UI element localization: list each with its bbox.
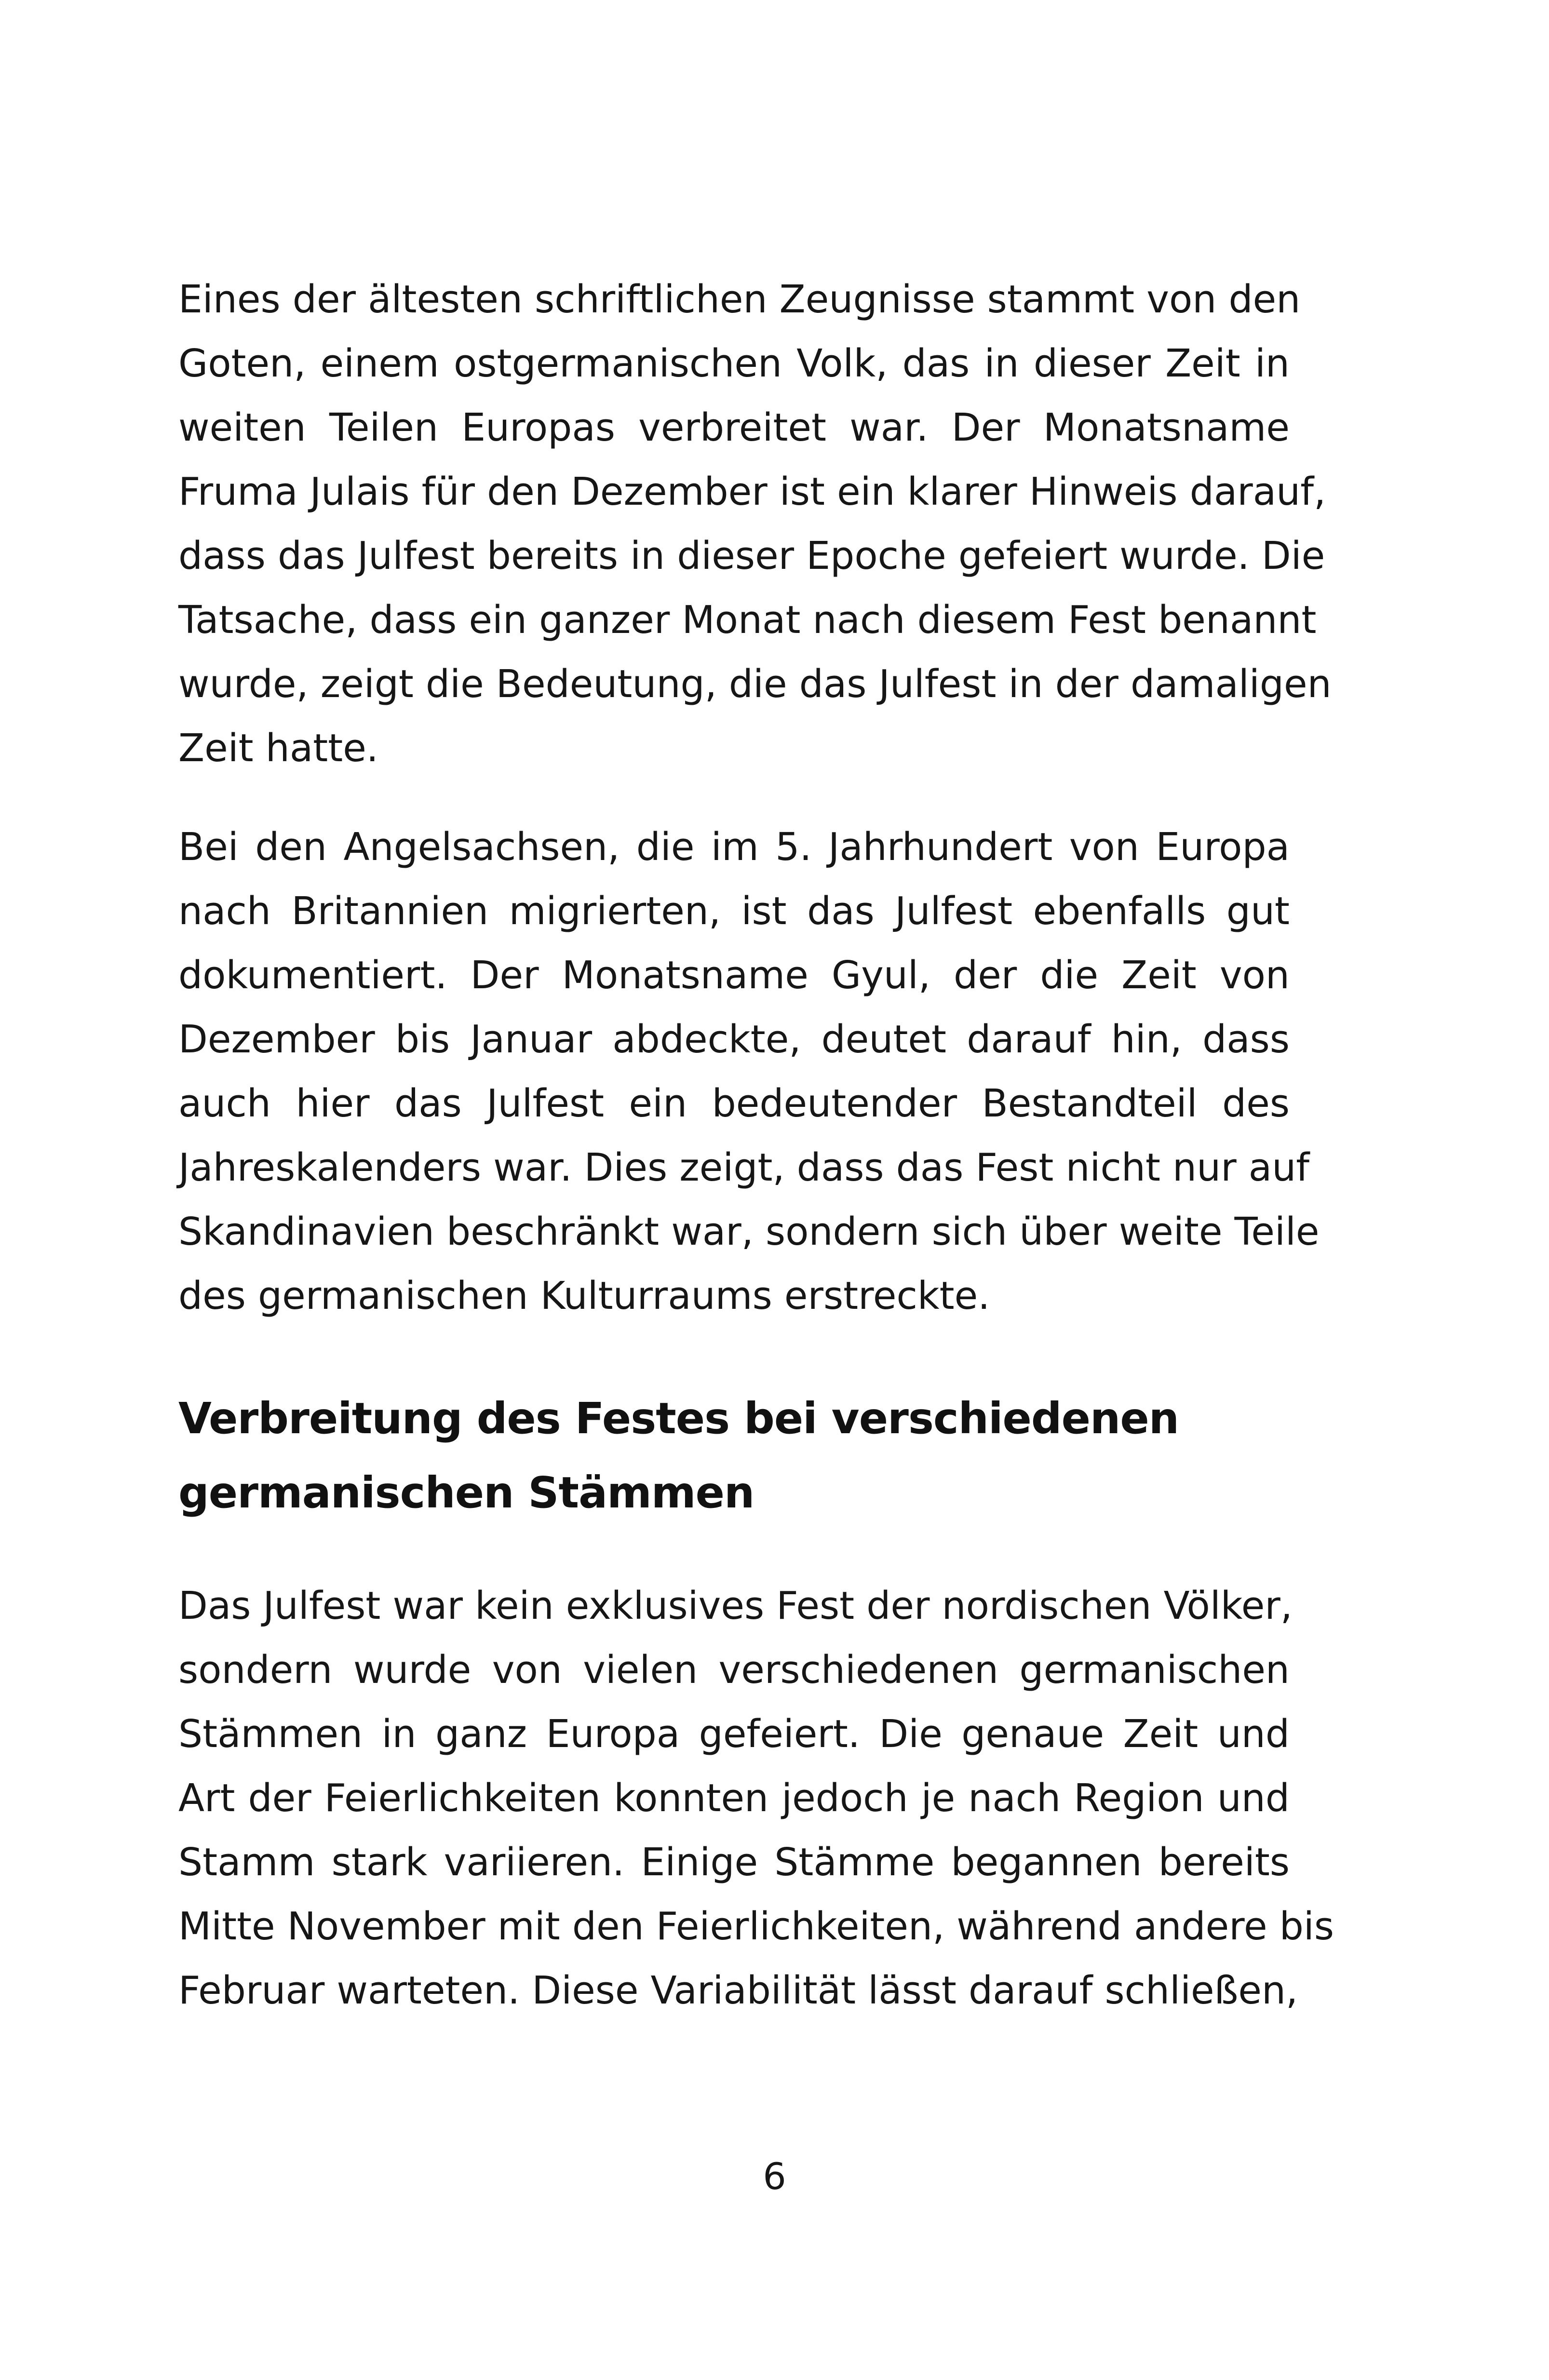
text-line: dokumentiert. Der Monatsname Gyul, der die Zeit von <box>178 953 1290 997</box>
page-content <box>178 268 1334 2023</box>
paragraph-spacer <box>178 780 1290 815</box>
text-line: Art der Feierlichkeiten konnten jedoch je nach Region und <box>178 1776 1290 1820</box>
text-line: Stamm stark variieren. Einige Stämme begannen bereits <box>178 1840 1290 1884</box>
text-line: Goten, einem ostgermanischen Volk, das in dieser Zeit in <box>178 341 1290 386</box>
heading-spacer <box>178 1328 1290 1381</box>
text-line: Fruma Julais für den Dezember ist ein klarer Hinweis darauf, <box>178 470 1326 514</box>
text-line: nach Britannien migrierten, ist das Julfest ebenfalls gut <box>178 889 1290 933</box>
paragraph-angelsachsen <box>178 815 1320 1328</box>
text-line: Bei den Angelsachsen, die im 5. Jahrhundert von Europa <box>178 825 1290 869</box>
text-line: Mitte November mit den Feierlichkeiten, während andere bis <box>178 1904 1334 1949</box>
text-line: weiten Teilen Europas verbreitet war. Der Monatsname <box>178 405 1290 450</box>
page-number: 6 <box>763 2155 786 2198</box>
text-line: Stämmen in ganz Europa gefeiert. Die genaue Zeit und <box>178 1712 1290 1756</box>
heading-spacer <box>178 1530 1290 1574</box>
heading-line: germanischen Stämmen <box>178 1467 754 1518</box>
text-line: dass das Julfest bereits in dieser Epoche gefeiert wurde. Die <box>178 534 1325 578</box>
text-line: Eines der ältesten schriftlichen Zeugnisse stammt von den <box>178 277 1301 322</box>
text-line: des germanischen Kulturraums erstreckte. <box>178 1274 990 1318</box>
text-line: Februar warteten. Diese Variabilität lässt darauf schließen, <box>178 1968 1298 2013</box>
text-line: Das Julfest war kein exklusives Fest der nordischen Völker, <box>178 1584 1293 1628</box>
text-line: Zeit hatte. <box>178 726 378 770</box>
text-line: Skandinavien beschränkt war, sondern sich über weite Teile <box>178 1210 1320 1254</box>
text-line: Tatsache, dass ein ganzer Monat nach diesem Fest benannt <box>178 598 1317 642</box>
heading-line: Verbreitung des Festes bei verschiedenen <box>178 1393 1179 1443</box>
paragraph-verbreitung <box>178 1574 1334 2023</box>
text-line: Dezember bis Januar abdeckte, deutet darauf hin, dass <box>178 1017 1290 1062</box>
text-line: wurde, zeigt die Bedeutung, die das Julfest in der damaligen <box>178 662 1332 706</box>
text-line: auch hier das Julfest ein bedeutender Bestandteil des <box>178 1081 1290 1126</box>
text-line: Jahreskalenders war. Dies zeigt, dass das Fest nicht nur auf <box>178 1145 1310 1190</box>
section-heading <box>178 1381 1290 1530</box>
text-line: sondern wurde von vielen verschiedenen germanischen <box>178 1648 1290 1692</box>
paragraph-goten <box>178 268 1332 780</box>
